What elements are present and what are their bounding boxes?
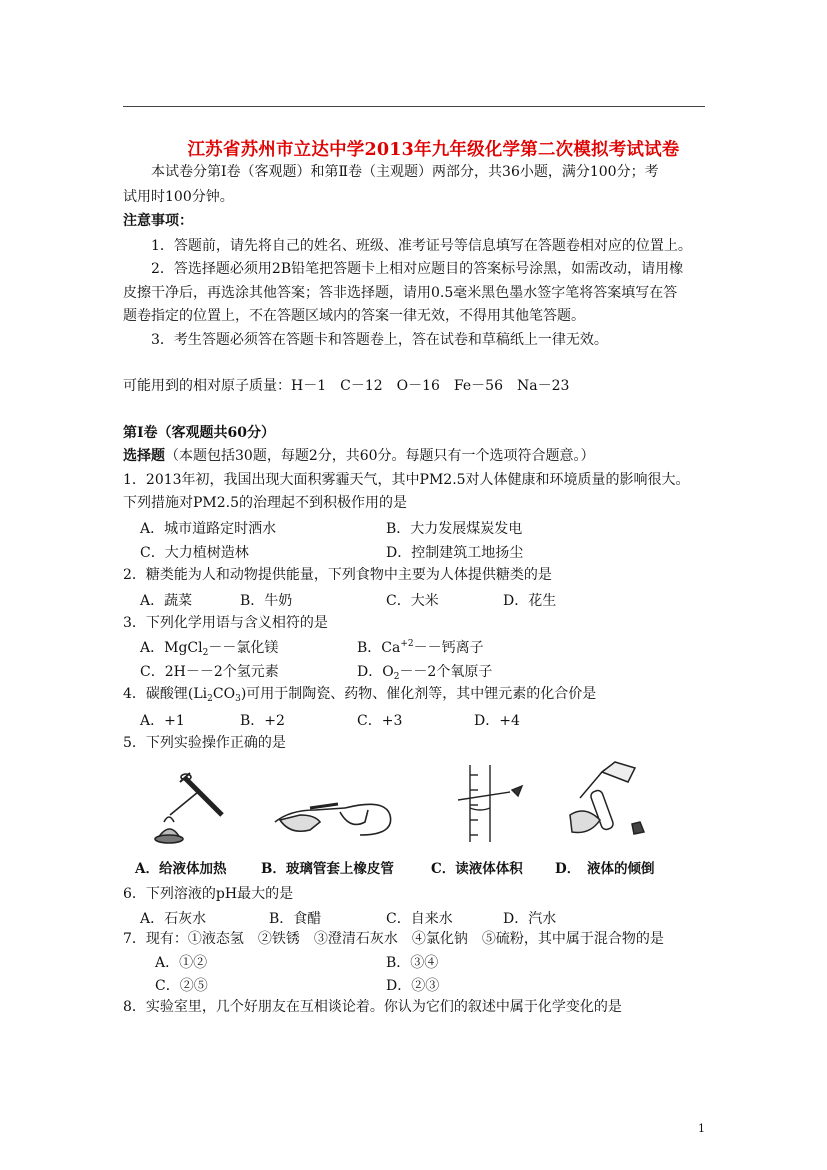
- section-title: 第Ⅰ卷（客观题共60分）: [123, 425, 276, 441]
- q2-option-b: B．牛奶: [240, 593, 293, 609]
- q7-stem: 7．现有：①液态氢 ②铁锈 ③澄清石灰水 ④氯化钠 ⑤硫粉，其中属于混合物的是: [123, 931, 664, 947]
- note-2-line-1: 2．答选择题必须用2B铅笔把答题卡上相对应题目的答案标号涂黑，如需改动，请用橡: [151, 261, 684, 277]
- page-number: 1: [698, 1122, 705, 1135]
- q1-option-d: D．控制建筑工地扬尘: [386, 545, 524, 561]
- q1-stem-1: 1．2013年初，我国出现大面积雾霾天气，其中PM2.5对人体健康和环境质量的影响很大。: [123, 472, 690, 488]
- q6-option-a: A．石灰水: [140, 911, 207, 927]
- q7-option-c: C．②⑤: [155, 978, 208, 994]
- page-title: 江苏省苏州市立达中学2013年九年级化学第二次模拟考试试卷: [187, 140, 680, 160]
- header-rule: [123, 106, 705, 107]
- q1-option-a: A．城市道路定时洒水: [140, 521, 277, 537]
- q7-option-d: D．②③: [386, 978, 440, 994]
- q2-option-a: A．蔬菜: [140, 593, 193, 609]
- q7-option-a: A．①②: [155, 955, 208, 971]
- q6-stem: 6．下列溶液的pH最大的是: [123, 886, 294, 902]
- q4-option-b: B．+2: [240, 713, 285, 729]
- q5-option-d: D． 液体的倾倒: [555, 861, 655, 877]
- q4-option-c: C．+3: [357, 713, 403, 729]
- q5-option-c: C．读液体体积: [431, 861, 523, 877]
- q1-stem-2: 下列措施对PM2.5的治理起不到积极作用的是: [123, 495, 408, 511]
- note-1: 1．答题前，请先将自己的姓名、班级、准考证号等信息填写在答题卷相对应的位置上。: [151, 238, 692, 254]
- q6-option-c: C．自来水: [386, 911, 453, 927]
- q1-option-c: C．大力植树造林: [140, 545, 249, 561]
- reading-volume-figure: [458, 765, 522, 842]
- intro-line-1: 本试卷分第Ⅰ卷（客观题）和第Ⅱ卷（主观题）两部分，共36小题，满分100分；考: [151, 164, 659, 180]
- q4-option-a: A．+1: [140, 713, 185, 729]
- q5-option-b: B．玻璃管套上橡皮管: [261, 861, 394, 877]
- q6-option-d: D．汽水: [503, 911, 557, 927]
- intro-line-2: 试用时100分钟。: [123, 189, 234, 205]
- q6-option-b: B．食醋: [269, 911, 322, 927]
- pouring-liquid-figure: [570, 762, 644, 834]
- q5-figures: [140, 760, 670, 845]
- choice-desc: （本题包括30题，每题2分，共60分。每题只有一个选项符合题意。）: [165, 448, 595, 464]
- atomic-masses: 可能用到的相对原子质量：H－1 C－12 O－16 Fe－56 Na－23: [123, 378, 570, 394]
- q1-option-b: B．大力发展煤炭发电: [386, 521, 523, 537]
- q2-option-c: C．大米: [386, 593, 439, 609]
- note-3: 3．考生答题必须答在答题卡和答题卷上，答在试卷和草稿纸上一律无效。: [151, 332, 608, 348]
- q3-option-a: A．MgCl$_2$－－氯化镁: [140, 640, 279, 658]
- q4-option-d: D．+4: [474, 713, 520, 729]
- note-2-line-2: 皮擦干净后，再选涂其他答案；答非选择题，请用0.5毫米黑色墨水签字笔将答案填写在答: [123, 285, 678, 301]
- q4-stem: 4．碳酸锂$(Li_2CO_3)$可用于制陶瓷、药物、催化剂等，其中锂元素的化合价是: [123, 686, 597, 704]
- q3-option-c: C．2H－－2个氢元素: [140, 664, 279, 680]
- note-2-line-3: 题卷指定的位置上，不在答题区域内的答案一律无效，不得用其他笔答题。: [123, 308, 585, 324]
- choice-instructions: [123, 446, 595, 466]
- choice-heading: 选择题: [123, 448, 165, 464]
- q5-option-a: A．给液体加热: [135, 861, 227, 877]
- q3-option-d: D．$O_2--2$个氧原子: [357, 664, 493, 682]
- q7-option-b: B．③④: [386, 955, 439, 971]
- q3-stem: 3．下列化学用语与含义相符的是: [123, 615, 328, 631]
- q5-stem: 5．下列实验操作正确的是: [123, 735, 286, 751]
- q2-stem: 2．糖类能为人和动物提供能量，下列食物中主要为人体提供糖类的是: [123, 567, 552, 583]
- heating-liquid-figure: [155, 773, 222, 843]
- q3-option-b: B．$Ca^{+2}--$钙离子: [357, 639, 484, 656]
- notes-heading: 注意事项：: [123, 213, 193, 229]
- q2-option-d: D．花生: [503, 593, 557, 609]
- glass-tube-figure: [275, 804, 391, 835]
- q8-stem: 8．实验室里，几个好朋友在互相谈论着。你认为它们的叙述中属于化学变化的是: [123, 999, 622, 1015]
